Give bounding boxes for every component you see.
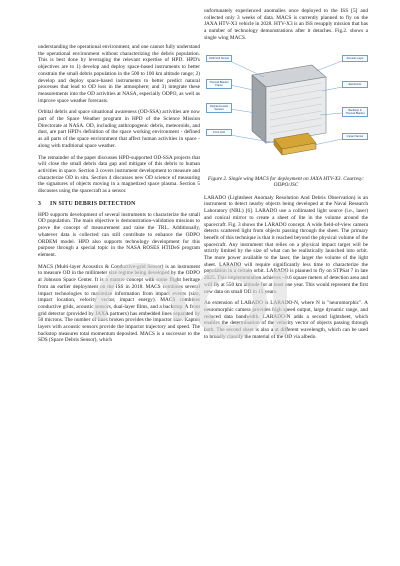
figure-label-front-grid: Front Grid [206, 129, 232, 136]
figure-label-impact-sensor: Impact Sensor [342, 133, 368, 140]
figure-caption: Figure 2. Single wing MACS for deployment on JAXA HTV-X3. Courtesy: ODPO/JSC [207, 175, 365, 189]
figure-label-optical-acoustic-sensors: Optical Acoustic Sensors [206, 103, 232, 113]
paragraph: understanding the operational environment, and one cannot fully understand the operational environment without characterizing the debris population. This is best done by leveraging the relevant expertise of HPD. HPD's objectives are to 1) develop and deploy space-based instruments to better constrain the small debris population in the 500 to 100 km altitude range; 2) develop and deploy space-based instruments to better predict natural processes that lead to OD loss in the atmosphere; and 3) integrate these measurements into the OD activities at NASA, especially ODPO, as well as improve space weather forecasts. [38, 44, 200, 104]
figure-label-ohd-grid-sensor: OHD Grid Sensor [206, 55, 232, 62]
paragraph: An extension of LARADO is LARADO-N, where N is "neuromorphic". A neuromorphic camera provides high speed output, large dynamic range, and reduced data bandwidth. LARADO-N adds a second lightsheet, which enables the determination of the velocity vector of objects passing through both. The second sheet is also a at different wavelength, which can be used to broadly classify the material of the OD via albedo. [204, 300, 368, 340]
figure-label-thermal-blanket-frame: Thermal Blanket Frame [206, 79, 232, 89]
figure-label-acoustic-layer: Acoustic Layer [342, 55, 368, 62]
paragraph: HPD supports development of several instruments to characterize the small OD population. The main objective is demonstration-validation missions to prove the concept of measurement and raise the TRL. Additionally, whatever data is collected can still contribute to enhance the ODPO ORDEM model. HPD also supports technology development for this purpose through a special topic in the NASA ROSES HTIDeS program element. [38, 211, 200, 258]
paragraph: LARADO (Lightsheet Anomaly Resolution And Debris Observation) is an instrument to detect nearby objects being developed at the Naval Research Laboratory (NRL) [6]. LARADO use a collimated light source (i.e., laser) and conical mirror to create a sheet of lite in the volume around the spacecraft. Fig. 3 shows the LARADO concept. A wide field-of-view camera detects scattered light from objects passing through the sheet. The primary benefit of this technique is that it reached beyond the physical volume of the spacecraft. Any instrument that relies on a physical impact target will be strictly limited by the size of what can be realistically launched into orbit. The more power available to the laser, the larger the volume of the light sheet. LARADO will require significantly less time to characterize the population in a certain orbit. LARADO is planned to fly on STPSat 7 in late 2025. This implementation achieves ~0.6 square meters of detection area and will fly at 550 km altitude for at least one year. This would represent the first new data on small OD in 15 years. [204, 194, 368, 295]
paragraph: The remainder of the paper discusses HPD-supported OD-SSA projects that will close the small debris data gap and mitigate of this debris to human activities in space. Section 3 covers instrument development to measure and characterize OD in situ. Section 4 discusses new OD science of measuring the signatures of objects moving in a magnetized space plasma. Section 5 discusses using the spacecraft as a sensor. [38, 154, 200, 195]
section-heading [38, 201, 200, 207]
figure-label-backstop: Backstop & Thermal Blanket [342, 107, 368, 117]
paragraph: Orbital debris and space situational awareness (OD-SSA) activities are now part of the Space Weather program in HPD of the Science Mission Directorate at NASA. OD, including anthropogenic debris, meteoroids, and dust, are part HPD's definition of the space working environment - defined as all parts of the space environment that affect human activities in space - along with traditional space weather. [38, 109, 200, 149]
section-number: 3 [38, 200, 42, 207]
left-column [38, 44, 200, 349]
right-column [204, 8, 368, 345]
paragraph: unfortunately experienced anomalies once deployed to the ISS [5] and collected only 3 weeks of data. MACS is currently planned to fly on the JAXA HTV-X3 vehicle in 2028. HTV-X3 is an ISS resupply mission that has a number of technology demonstrations after it detaches. Fig.2. shows a single wing MACS. [204, 8, 368, 41]
macs-figure [204, 47, 368, 172]
paragraph: MACS (Multi-layer Acoustics & Conductive-grid Sensor) is an instrument to measure OD in the millimeter size regime being developed by the ODPO at Johnson Space Center. It is a mature concept with some flight heritage from an earlier deployment on the ISS in 2018. MACS combines several impact technologies to maximize information from impact events (size, impact location, velocity vector, impact energy). MACS combines conductive grids, acoustic sensors, dual-layer films, and a backstop. A front grid detector (provided by JAXA partners) has embedded lines separated by 50 microns. The number of lines broken provides the impactor size. Kapton layers with acoustic sensors provide the impactor trajectory and speed. The backstop measures total momentum deposited. MACS is a successor to the SDS (Space Debris Sensor), which [38, 263, 200, 344]
section-title: IN SITU DEBRIS DETECTION [50, 200, 136, 207]
figure-label-electronics: Electronics [342, 81, 368, 88]
